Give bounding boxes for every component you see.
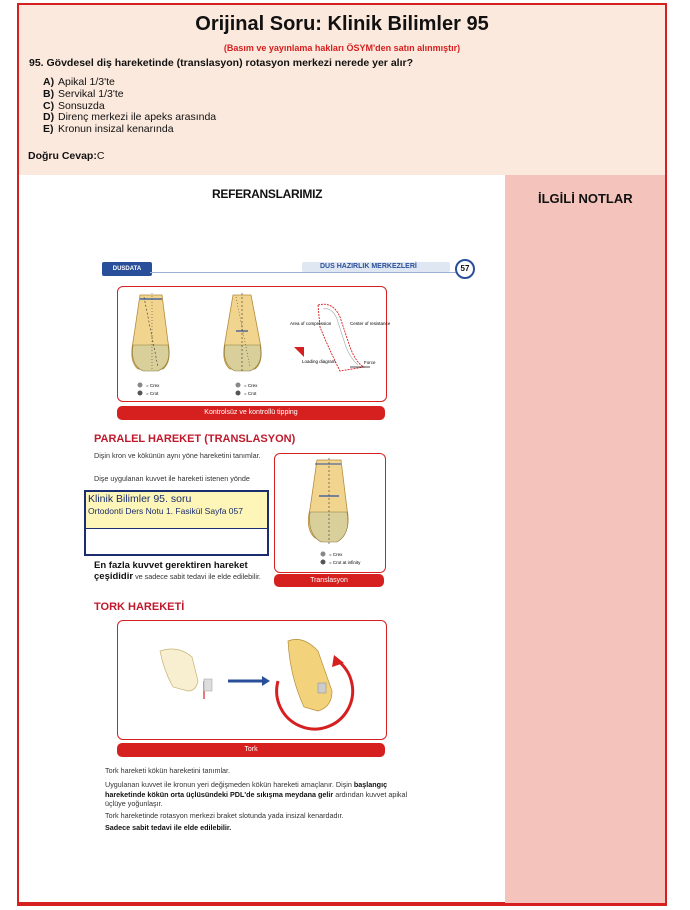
popup-subtitle: Ortodonti Ders Notu 1. Fasikül Sayfa 057 bbox=[88, 506, 243, 516]
option-c: C) Sonsuzda bbox=[43, 99, 105, 112]
translation-p1: Dişin kron ve kökünün aynı yöne hareketini tanımlar. bbox=[94, 451, 261, 460]
torque-p4: Sadece sabit tedavi ile elde edilebilir. bbox=[105, 823, 232, 832]
caption-torque: Tork bbox=[117, 743, 385, 757]
notes-panel bbox=[505, 175, 665, 903]
torque-p2: Uygulanan kuvvet ile kronun yeri değişmeden kökün hareketi amaçlanır. Dişin başlangıç hareketinde kökün orta üçlüsündeki PDL'de sıkışma meydana gelir ardından kuvvet apikal üçlüye yoğunlaşır. bbox=[105, 780, 408, 808]
option-d: D) Direnç merkezi ile apeks arasında bbox=[43, 111, 217, 124]
tipping-figure bbox=[117, 286, 391, 402]
page-number: 57 bbox=[455, 259, 475, 279]
torque-illustration bbox=[118, 621, 386, 739]
tooth-2-icon bbox=[224, 293, 261, 371]
reference-popup[interactable] bbox=[84, 490, 269, 556]
tooth-1-icon bbox=[132, 293, 169, 371]
label-crot-2: = Crot bbox=[244, 391, 257, 396]
correct-answer: Doğru Cevap:C bbox=[28, 150, 105, 162]
option-b: B) Servikal 1/3'te bbox=[43, 87, 124, 100]
translation-illustration bbox=[275, 454, 385, 572]
label-crot-infinity: = Crot at infinity bbox=[329, 560, 361, 565]
page-header bbox=[92, 255, 470, 279]
section-translation-title: PARALEL HAREKET (TRANSLASYON) bbox=[94, 433, 296, 445]
torque-p1: Tork hareketi kökün hareketini tanımlar. bbox=[105, 766, 231, 775]
label-crot-1: = Crot bbox=[146, 391, 159, 396]
label-crex-1: = Crex bbox=[146, 383, 160, 388]
question-title: Orijinal Soru: Klinik Bilimler 95 bbox=[195, 13, 489, 35]
label-loading: Loading diagram bbox=[302, 359, 336, 364]
option-a: A) Apikal 1/3'te bbox=[43, 76, 115, 88]
option-e: E) Kronun insizal kenarında bbox=[43, 123, 174, 136]
torque-p3: Tork hareketinde rotasyon merkezi braket slotunda yada insizal kenardadır. bbox=[105, 811, 344, 820]
caption-tipping: Kontrolsüz ve kontrollü tipping bbox=[117, 406, 385, 420]
caption-translation: Translasyon bbox=[274, 574, 384, 587]
question-text: 95. Gövdesel diş hareketinde (translasyon) rotasyon merkezi nerede yer alır? bbox=[29, 57, 413, 69]
translation-figure bbox=[274, 453, 386, 573]
popup-title: Klinik Bilimler 95. soru bbox=[88, 493, 192, 505]
tipping-illustration bbox=[118, 287, 391, 401]
label-crex-3: = Crex bbox=[329, 552, 343, 557]
label-force: Force bbox=[364, 360, 376, 365]
translation-p4: En fazla kuvvet gerektiren hareket çeşididir ve sadece sabit tedavi ile elde edilebilir. bbox=[94, 560, 261, 582]
references-title: REFERANSLARIMIZ bbox=[212, 187, 323, 201]
section-torque-title: TORK HAREKETİ bbox=[94, 601, 185, 613]
header-text: DUS HAZIRLIK MERKEZLERİ bbox=[320, 263, 417, 270]
popup-header bbox=[86, 492, 267, 529]
translation-p2: Dişe uygulanan kuvvet ile hareketi istenen yönde bbox=[94, 474, 250, 483]
options-list bbox=[43, 77, 216, 136]
label-resistance: Center of resistance bbox=[350, 321, 391, 326]
brand-logo: DUSDATA bbox=[102, 262, 152, 276]
notes-title: İLGİLİ NOTLAR bbox=[538, 191, 633, 206]
label-compression: Area of compression bbox=[290, 321, 332, 326]
question-box bbox=[19, 5, 665, 175]
torque-figure bbox=[117, 620, 387, 740]
rights-notice: (Basım ve yayınlama hakları ÖSYM'den satın alınmıştır) bbox=[223, 43, 461, 53]
label-crex-2: = Crex bbox=[244, 383, 258, 388]
